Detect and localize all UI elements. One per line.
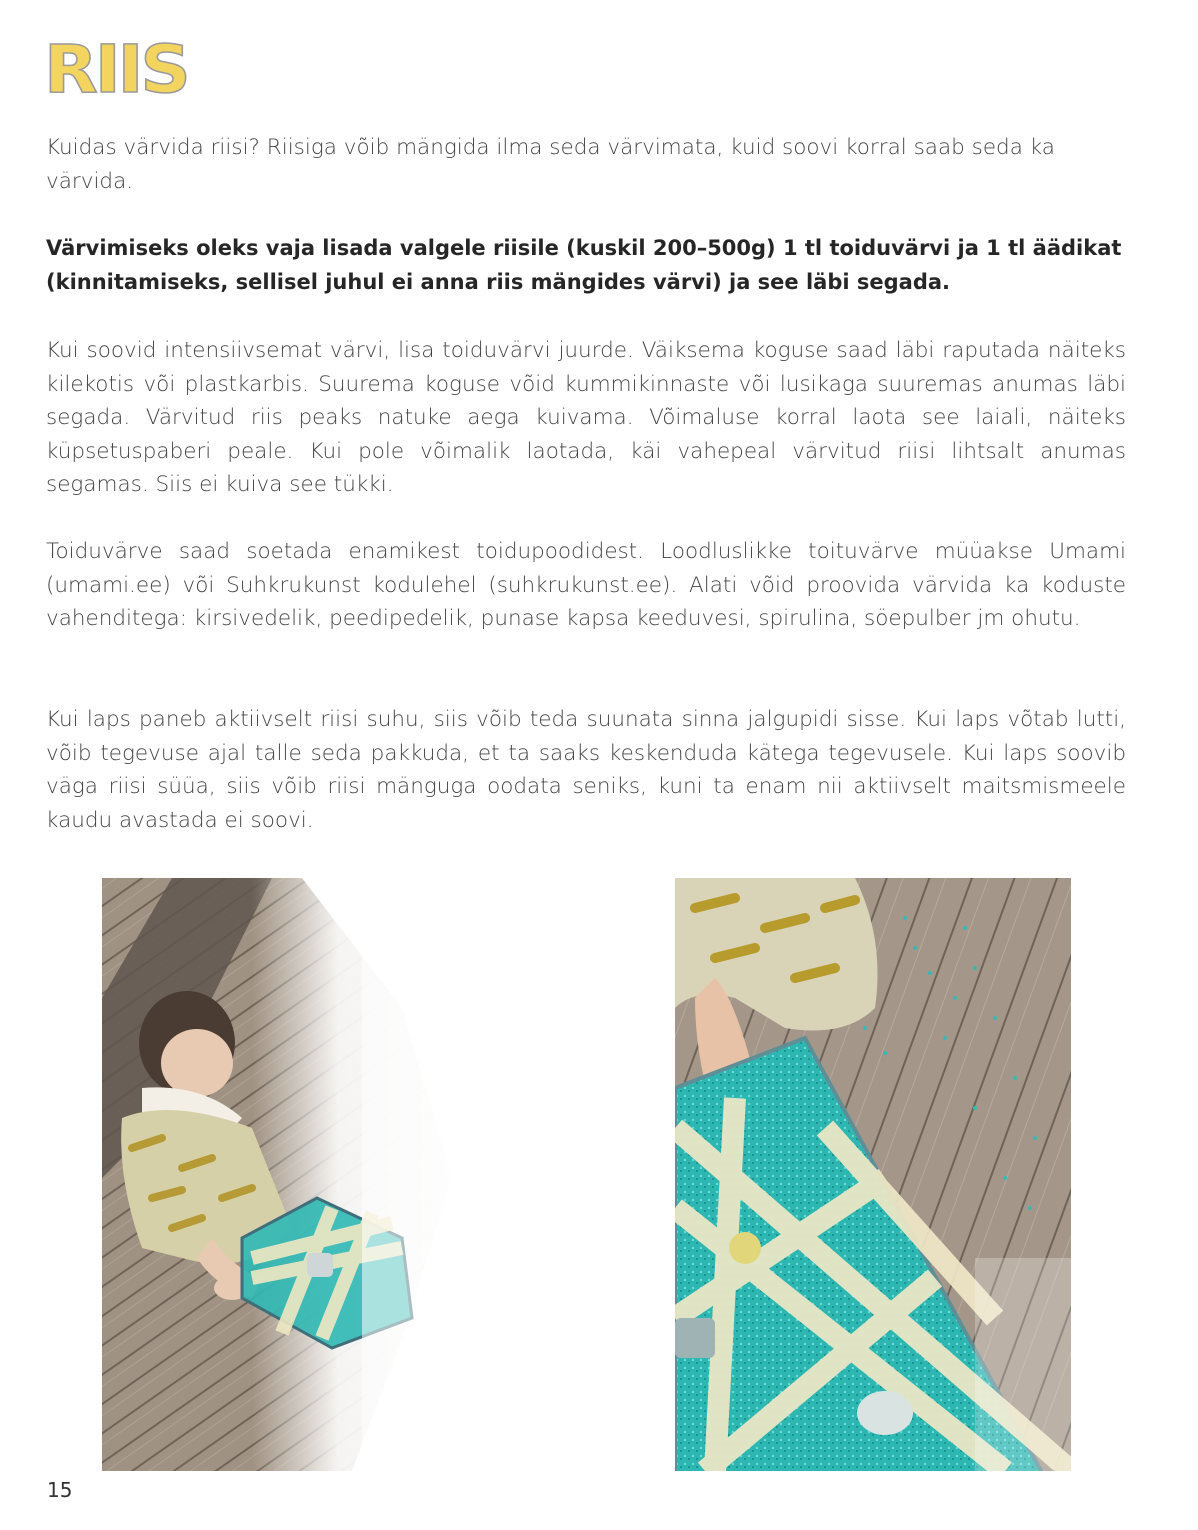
paragraph-sources: Toiduvärve saad soetada enamikest toidupoodidest. Loodluslikke toituvärve müüakse Umami (umami.ee) või Suhkrukunst kodulehel (suhkrukunst.ee). Alati võid proovida värvida ka koduste vahenditega: kirsivedelik, peedipedelik, punase kapsa keeduvesi, spirulina, söepulber jm ohutu. (46, 539, 1126, 632)
page-number: 15 (47, 1478, 73, 1502)
page-title: RIIS (44, 31, 188, 108)
paragraph-child-tips: Kui laps paneb aktiivselt riisi suhu, siis võib teda suunata sinna jalgupidi sisse. Kui laps võtab lutti, võib tegevuse ajal talle seda pakkuda, et ta saaks keskenduda kätega tegevusele. Kui laps soovib väga riisi süüa, siis võib riisi mänguga oodata seniks, kuni ta enam nii aktiivselt maitsmismeele kaudu avastada ei soovi. (46, 707, 1126, 833)
paragraph-intro: Kuidas värvida riisi? Riisiga võib mängida ilma seda värvimata, kuid soovi korral saab seda ka värvida. (46, 135, 1055, 194)
paragraph-instructions-bold: Värvimiseks oleks vaja lisada valgele riisile (kuskil 200–500g) 1 tl toiduvärvi ja 1 tl äädikat (kinnitamiseks, sellisel juhul ei anna riis mängides värvi) ja see läbi segada. (46, 236, 1122, 294)
paragraph-intensity: Kui soovid intensiivsemat värvi, lisa toiduvärvi juurde. Väiksema koguse saad läbi raputada näiteks kilekotis või plastkarbis. Suurema koguse võid kummikinnaste või lusikaga suuremas anumas läbi segada. Värvitud riis peaks natuke aega kuivama. Võimaluse korral laota see laiali, näiteks küpsetuspaberi peale. Kui pole võimalik laotada, käi vahepeal värvitud riisi lihtsalt anumas segamas. Siis ei kuiva see tükki. (46, 338, 1126, 498)
photo-hand-in-rice-box (675, 878, 1071, 1471)
photo-baby-with-rice-box (102, 878, 498, 1471)
